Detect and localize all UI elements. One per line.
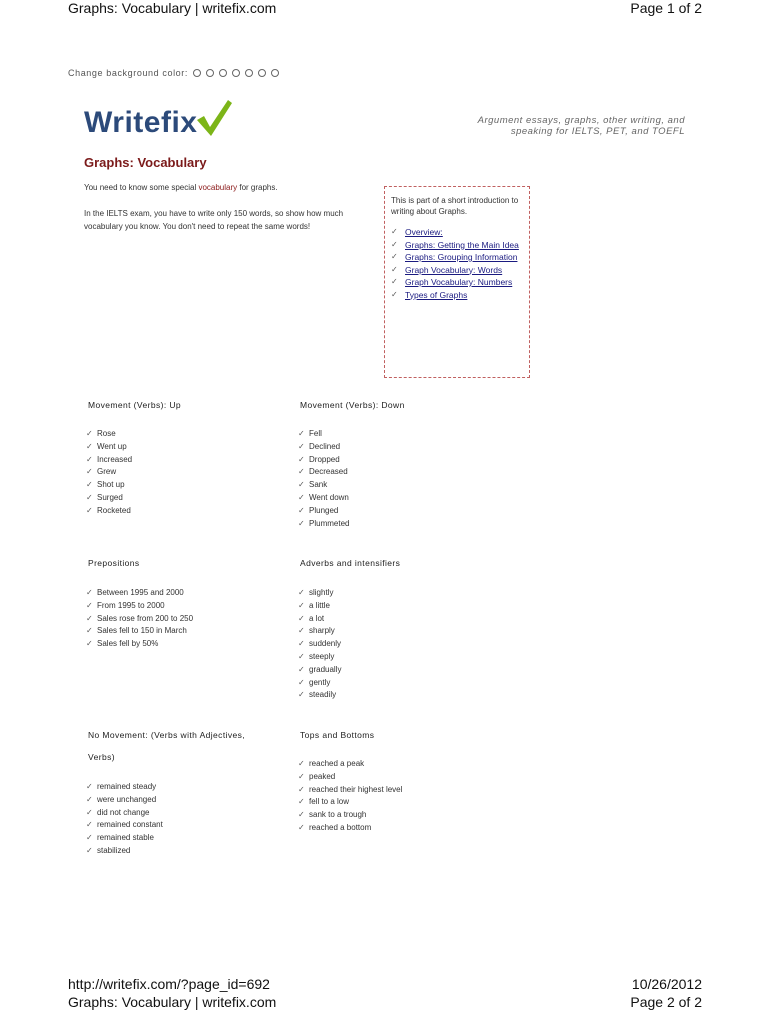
bullet-icon: ✓: [86, 600, 93, 610]
bg-color-radio-7[interactable]: [271, 69, 279, 77]
list-item-text: a lot: [309, 613, 325, 623]
list-item-text: suddenly: [309, 639, 342, 649]
bullet-icon: ✓: [298, 429, 305, 438]
list-item: [86, 625, 193, 638]
background-color-selector: [68, 68, 279, 78]
bullet-icon: ✓: [86, 429, 93, 438]
bullet-icon: ✓: [391, 277, 398, 286]
heading-no-movement-line1: No Movement: (Verbs with Adjectives,: [88, 730, 246, 740]
link-overview[interactable]: Overview:: [405, 227, 443, 237]
list-item: [298, 518, 349, 531]
print-header-page: Page 1 of 2: [630, 0, 702, 16]
sidebox-link-list: [391, 226, 529, 301]
list-item: [86, 587, 193, 600]
link-grouping[interactable]: Graphs: Grouping Information: [405, 252, 518, 262]
bullet-icon: ✓: [298, 505, 305, 515]
bullet-icon: ✓: [298, 664, 305, 674]
list-item-text: Plunged: [309, 505, 339, 515]
list-item-text: Sales fell to 150 in March: [97, 626, 187, 636]
bullet-icon: ✓: [298, 600, 305, 610]
list-item: [298, 677, 341, 690]
bullet-icon: ✓: [298, 771, 305, 781]
list-no-movement: [86, 781, 163, 858]
bullet-icon: ✓: [86, 505, 93, 515]
list-item: [86, 832, 163, 845]
list-item-text: did not change: [97, 807, 150, 817]
list-item-text: slightly: [309, 588, 334, 597]
list-item-text: gently: [309, 677, 331, 687]
bullet-icon: ✓: [391, 252, 398, 261]
list-item-text: Increased: [97, 454, 133, 464]
bullet-icon: ✓: [298, 639, 305, 649]
list-item: [86, 600, 193, 613]
list-item: [298, 454, 349, 467]
bullet-icon: ✓: [86, 820, 93, 830]
page-title: Graphs: Vocabulary: [84, 155, 207, 170]
list-item: [86, 845, 163, 858]
bg-color-radio-6[interactable]: [258, 69, 266, 77]
list-movement-up: [86, 428, 132, 518]
bg-color-radio-3[interactable]: [219, 69, 227, 77]
list-item-text: Grew: [97, 467, 117, 477]
list-item: [298, 625, 341, 638]
intro-paragraph-2: In the IELTS exam, you have to write only 150 words, so show how much vocabulary you know. You don't need to repeat the same words!: [84, 209, 344, 231]
bullet-icon: ✓: [86, 613, 93, 623]
list-item: [298, 638, 341, 651]
bullet-icon: ✓: [298, 467, 305, 477]
logo-text: Writefix: [84, 106, 198, 139]
heading-prepositions: Prepositions: [88, 558, 140, 568]
list-tops-bottoms: [298, 758, 402, 835]
bg-color-radio-4[interactable]: [232, 69, 240, 77]
bullet-icon: ✓: [298, 454, 305, 464]
bullet-icon: ✓: [298, 651, 305, 661]
site-logo[interactable]: [84, 98, 233, 138]
list-movement-down: [298, 428, 349, 530]
intro-text: for graphs.: [237, 183, 278, 192]
list-item-text: were unchanged: [97, 794, 157, 804]
bullet-icon: ✓: [86, 492, 93, 502]
bg-color-radio-1[interactable]: [193, 69, 201, 77]
bullet-icon: ✓: [86, 845, 93, 855]
print-footer-date: 10/26/2012: [631, 976, 702, 992]
bullet-icon: ✓: [391, 264, 398, 274]
list-item-text: Shot up: [97, 480, 125, 490]
list-item: [298, 428, 349, 441]
bullet-icon: ✓: [391, 239, 398, 249]
list-item: [298, 784, 402, 797]
list-item: [86, 428, 132, 441]
bullet-icon: ✓: [298, 822, 305, 832]
bullet-icon: ✓: [298, 784, 305, 794]
bullet-icon: ✓: [298, 677, 305, 687]
site-tagline: Argument essays, graphs, other writing, and speaking for IELTS, PET, and TOEFL: [477, 115, 685, 137]
list-item: [86, 479, 132, 492]
bullet-icon: ✓: [86, 454, 93, 464]
bullet-icon: ✓: [298, 759, 305, 768]
heading-movement-down: Movement (Verbs): Down: [300, 400, 405, 410]
list-item: [86, 441, 132, 454]
bullet-icon: ✓: [86, 782, 93, 791]
list-item-text: Sank: [309, 480, 328, 490]
list-item-text: sharply: [309, 626, 335, 636]
list-item-text: Went up: [97, 441, 127, 451]
bullet-icon: ✓: [298, 613, 305, 623]
checkmark-icon: [195, 98, 233, 138]
bullet-icon: ✓: [298, 626, 305, 636]
list-item-text: reached a bottom: [309, 822, 372, 832]
bg-color-radio-5[interactable]: [245, 69, 253, 77]
heading-adverbs: Adverbs and intensifiers: [300, 558, 401, 568]
list-item: [298, 664, 341, 677]
list-item: [391, 226, 529, 239]
list-item: [298, 809, 402, 822]
bullet-icon: ✓: [86, 480, 93, 490]
list-item-text: remained steady: [97, 782, 157, 791]
list-item: [298, 689, 341, 702]
bullet-icon: ✓: [86, 441, 93, 451]
list-item: [86, 613, 193, 626]
series-sidebox: [384, 186, 530, 378]
list-item-text: Dropped: [309, 454, 340, 464]
bullet-icon: ✓: [298, 492, 305, 502]
list-item: [86, 794, 163, 807]
print-footer-page: Page 2 of 2: [630, 994, 702, 1010]
bullet-icon: ✓: [86, 467, 93, 477]
list-item-text: sank to a trough: [309, 810, 367, 820]
list-item-text: Fell: [309, 429, 322, 438]
list-item: [86, 638, 193, 651]
bullet-icon: ✓: [298, 797, 305, 807]
list-item-text: Declined: [309, 441, 341, 451]
vocabulary-link[interactable]: vocabulary: [198, 183, 238, 192]
bg-color-radio-2[interactable]: [206, 69, 214, 77]
list-item-text: Decreased: [309, 467, 348, 477]
heading-no-movement-line2: Verbs): [88, 752, 115, 762]
list-item-text: peaked: [309, 771, 336, 781]
bullet-icon: ✓: [391, 289, 398, 299]
list-item: [298, 479, 349, 492]
list-item: [391, 276, 529, 289]
bullet-icon: ✓: [86, 833, 93, 843]
list-item: [86, 781, 163, 794]
list-item-text: reached a peak: [309, 759, 365, 768]
list-item: [298, 600, 341, 613]
bullet-icon: ✓: [298, 441, 305, 451]
list-item-text: From 1995 to 2000: [97, 600, 165, 610]
bullet-icon: ✓: [391, 227, 398, 236]
list-item: [391, 239, 529, 252]
list-item: [298, 587, 341, 600]
print-footer-title: Graphs: Vocabulary | writefix.com: [68, 994, 277, 1010]
background-color-label: Change background color:: [68, 68, 188, 78]
list-item: [298, 758, 402, 771]
list-item: [298, 441, 349, 454]
bullet-icon: ✓: [86, 626, 93, 636]
list-item: [298, 492, 349, 505]
bullet-icon: ✓: [86, 807, 93, 817]
list-item-text: Surged: [97, 492, 123, 502]
list-prepositions: [86, 587, 193, 651]
sidebox-intro: This is part of a short introduction to writing about Graphs.: [391, 196, 519, 216]
list-item-text: remained constant: [97, 820, 163, 830]
bullet-icon: ✓: [298, 588, 305, 597]
link-vocab-numbers[interactable]: Graph Vocabulary: Numbers: [405, 277, 513, 287]
list-item: [391, 251, 529, 264]
intro-paragraph-1: [84, 181, 384, 194]
list-item-text: Went down: [309, 492, 349, 502]
bullet-icon: ✓: [86, 794, 93, 804]
list-adverbs: [298, 587, 341, 702]
list-item-text: stabilized: [97, 845, 131, 855]
bullet-icon: ✓: [298, 518, 305, 528]
list-item-text: Sales rose from 200 to 250: [97, 613, 194, 623]
bullet-icon: ✓: [298, 480, 305, 490]
list-item-text: Plummeted: [309, 518, 350, 528]
list-item: [86, 807, 163, 820]
list-item-text: Rocketed: [97, 505, 131, 515]
list-item: [86, 505, 132, 518]
list-item: [391, 289, 529, 302]
link-vocab-words[interactable]: Graph Vocabulary: Words: [405, 264, 503, 275]
bullet-icon: ✓: [86, 639, 93, 649]
list-item: [86, 492, 132, 505]
list-item: [298, 505, 349, 518]
bullet-icon: ✓: [298, 810, 305, 820]
list-item-text: Between 1995 and 2000: [97, 588, 184, 597]
list-item-text: remained stable: [97, 833, 154, 843]
bullet-icon: ✓: [298, 690, 305, 700]
list-item: [298, 613, 341, 626]
list-item: [391, 264, 529, 277]
list-item: [86, 454, 132, 467]
list-item-text: steadily: [309, 690, 337, 700]
list-item-text: gradually: [309, 664, 342, 674]
list-item: [298, 796, 402, 809]
heading-movement-up: Movement (Verbs): Up: [88, 400, 182, 410]
list-item: [298, 651, 341, 664]
print-header-title: Graphs: Vocabulary | writefix.com: [68, 0, 277, 16]
list-item: [86, 466, 132, 479]
list-item-text: Sales fell by 50%: [97, 639, 159, 649]
list-item: [86, 819, 163, 832]
list-item-text: a little: [309, 600, 330, 610]
bullet-icon: ✓: [86, 588, 93, 597]
list-item-text: fell to a low: [309, 797, 350, 807]
intro-text: You need to know some special: [84, 183, 199, 192]
list-item-text: reached their highest level: [309, 784, 403, 794]
print-footer-url: http://writefix.com/?page_id=692: [68, 976, 270, 992]
link-main-idea[interactable]: Graphs: Getting the Main Idea: [405, 239, 519, 250]
list-item: [298, 822, 402, 835]
list-item-text: steeply: [309, 651, 335, 661]
list-item: [298, 771, 402, 784]
list-item: [298, 466, 349, 479]
list-item-text: Rose: [97, 429, 116, 438]
link-types-of-graphs[interactable]: Types of Graphs: [405, 289, 468, 300]
heading-tops-bottoms: Tops and Bottoms: [300, 730, 375, 740]
